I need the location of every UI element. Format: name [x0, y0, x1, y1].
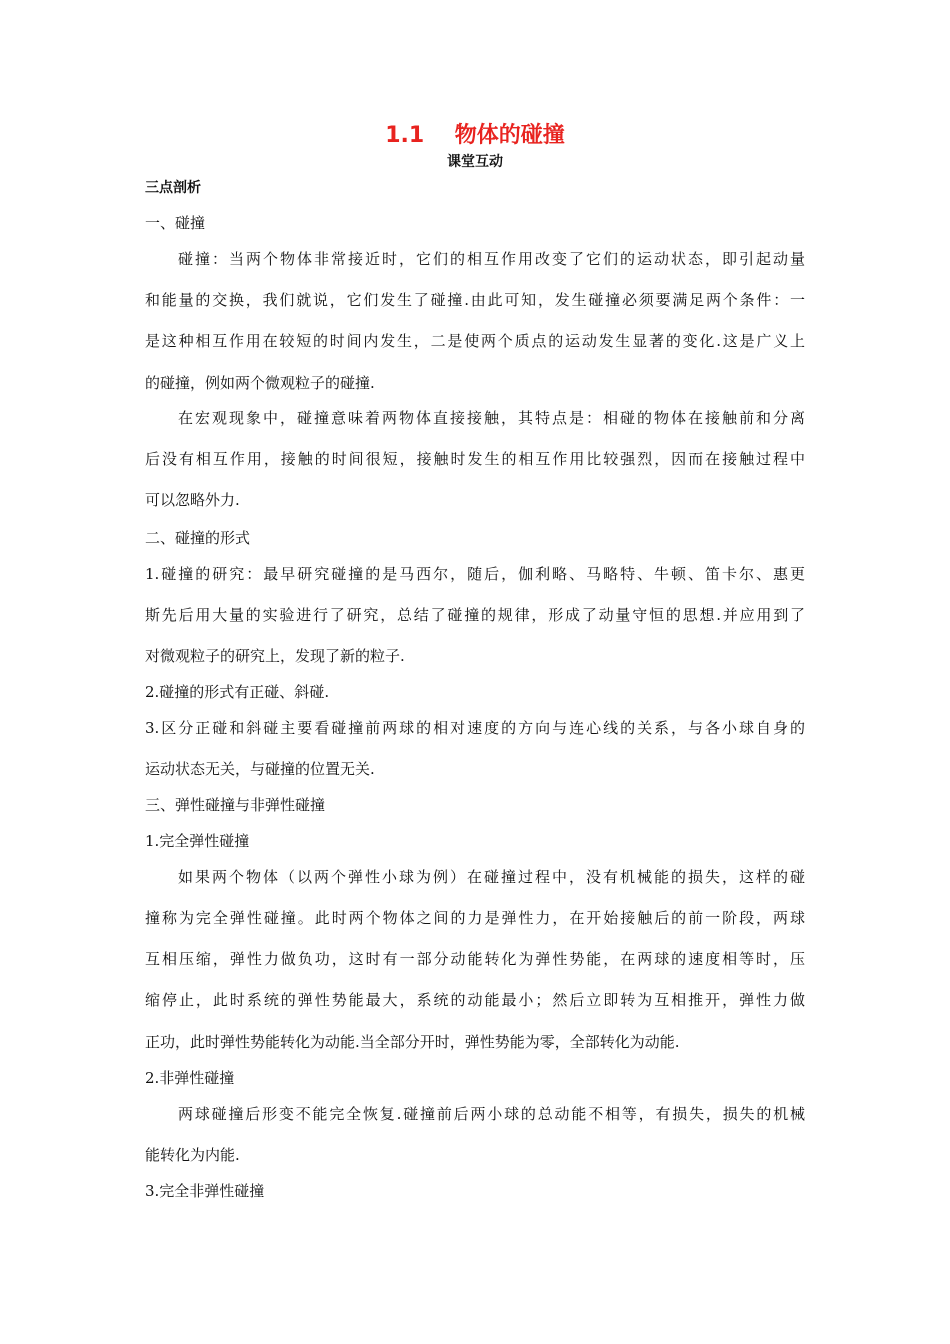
paragraph-line: 缩停止，此时系统的弹性势能最大，系统的动能最小；然后立即转为互相推开，弹性力做 [145, 991, 805, 1009]
paragraph-line: 2.碰撞的形式有正碰、斜碰. [145, 683, 330, 701]
subheading-perfectly-elastic: 1.完全弹性碰撞 [145, 832, 250, 850]
paragraph-line: 后没有相互作用，接触的时间很短，接触时发生的相互作用比较强烈，因而在接触过程中 [145, 450, 805, 468]
paragraph-line: 在宏观现象中，碰撞意味着两物体直接接触，其特点是：相碰的物体在接触前和分离 [178, 409, 805, 427]
subheading-perfectly-inelastic: 3.完全非弹性碰撞 [145, 1182, 265, 1200]
paragraph-line: 撞称为完全弹性碰撞。此时两个物体之间的力是弹性力，在开始接触后的前一阶段，两球 [145, 909, 805, 927]
paragraph-line: 可以忽略外力. [145, 491, 240, 509]
paragraph-line: 正功，此时弹性势能转化为动能.当全部分开时，弹性势能为零，全部转化为动能. [145, 1033, 680, 1051]
page-title: 1.1 物体的碰撞 [385, 123, 565, 148]
heading-collision-forms: 二、碰撞的形式 [145, 529, 251, 547]
subheading-inelastic: 2.非弹性碰撞 [145, 1069, 235, 1087]
paragraph-line: 是这种相互作用在较短的时间内发生，二是使两个质点的运动发生显著的变化.这是广义上 [145, 332, 805, 350]
paragraph-line: 如果两个物体（以两个弹性小球为例）在碰撞过程中，没有机械能的损失，这样的碰 [178, 868, 805, 886]
paragraph-line: 能转化为内能. [145, 1146, 240, 1164]
page-subtitle: 课堂互动 [447, 154, 503, 170]
paragraph-line: 对微观粒子的研究上，发现了新的粒子. [145, 647, 405, 665]
paragraph-line: 1.碰撞的研究：最早研究碰撞的是马西尔，随后，伽利略、马略特、牛顿、笛卡尔、惠更 [145, 565, 805, 583]
paragraph-line: 两球碰撞后形变不能完全恢复.碰撞前后两小球的总动能不相等，有损失，损失的机械 [178, 1105, 805, 1123]
paragraph-line: 碰撞：当两个物体非常接近时，它们的相互作用改变了它们的运动状态，即引起动量 [178, 250, 805, 268]
paragraph-line: 互相压缩，弹性力做负功，这时有一部分动能转化为弹性势能，在两球的速度相等时，压 [145, 950, 805, 968]
section-heading: 三点剖析 [145, 180, 201, 196]
paragraph-line: 的碰撞，例如两个微观粒子的碰撞. [145, 374, 375, 392]
paragraph-line: 3.区分正碰和斜碰主要看碰撞前两球的相对速度的方向与连心线的关系，与各小球自身的 [145, 719, 805, 737]
paragraph-line: 运动状态无关，与碰撞的位置无关. [145, 760, 375, 778]
paragraph-line: 斯先后用大量的实验进行了研究，总结了碰撞的规律，形成了动量守恒的思想.并应用到了 [145, 606, 805, 624]
heading-collision: 一、碰撞 [145, 214, 206, 232]
heading-elastic-inelastic: 三、弹性碰撞与非弹性碰撞 [145, 796, 326, 814]
paragraph-line: 和能量的交换，我们就说，它们发生了碰撞.由此可知，发生碰撞必须要满足两个条件：一 [145, 291, 805, 309]
